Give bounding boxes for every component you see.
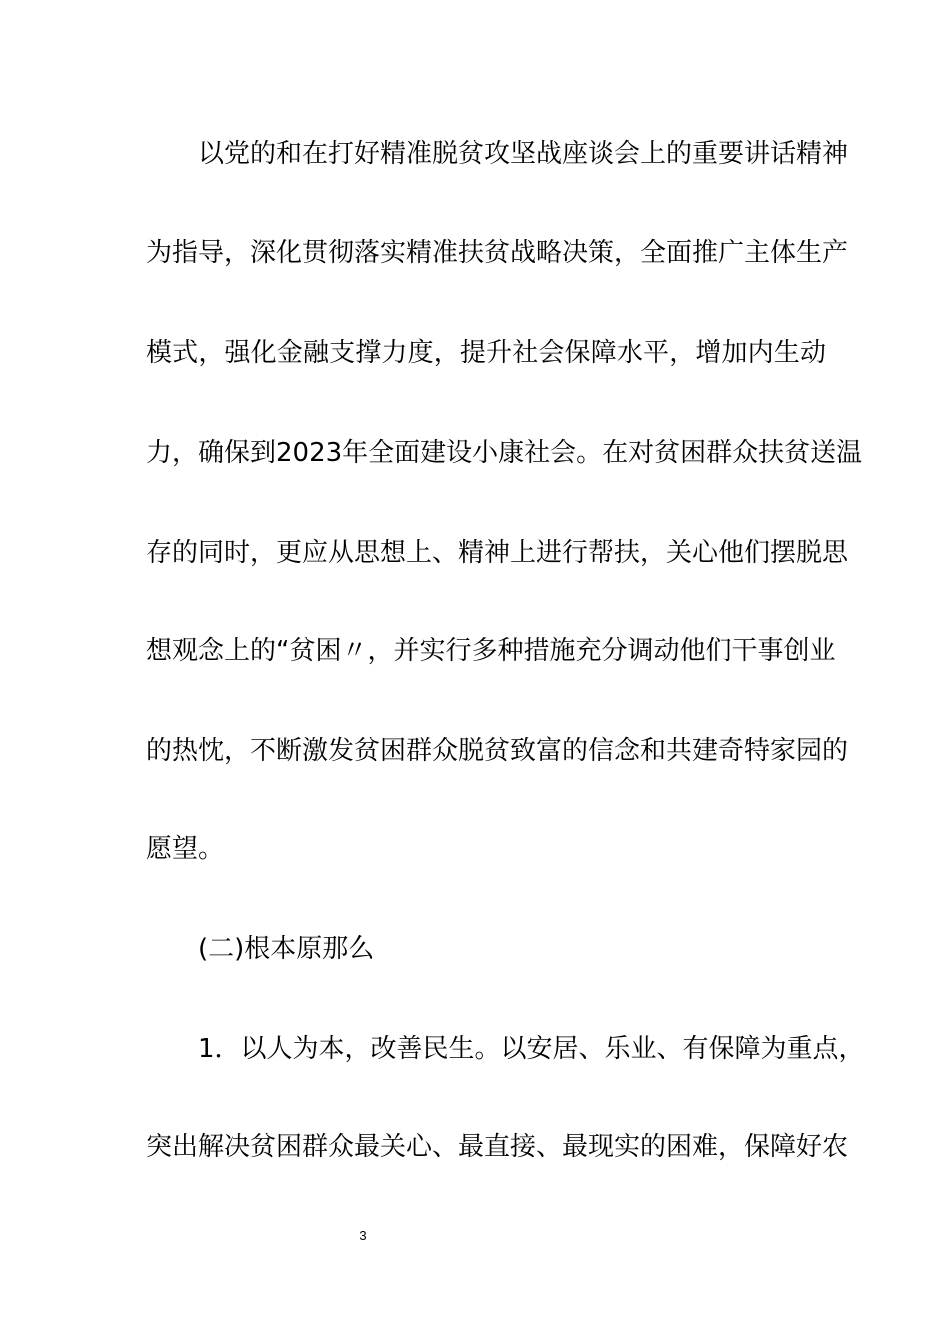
paragraph-line-6: 想观念上的“贫困〃，并实行多种措施充分调动他们干事创业 bbox=[146, 636, 836, 666]
paragraph-line-5: 存的同时，更应从思想上、精神上进行帮扶，关心他们摆脱思 bbox=[146, 538, 849, 568]
paragraph-line-10: 1．以人为本，改善民生。以安居、乐业、有保障为重点， bbox=[198, 1034, 865, 1064]
paragraph-line-11: 突出解决贫困群众最关心、最直接、最现实的困难，保障好农 bbox=[146, 1132, 849, 1162]
section-heading: (二)根本原那么 bbox=[198, 934, 375, 964]
paragraph-line-1: 以党的和在打好精准脱贫攻坚战座谈会上的重要讲话精神 bbox=[198, 139, 849, 169]
paragraph-line-3: 模式，强化金融支撑力度，提升社会保障水平，增加内生动 bbox=[146, 338, 826, 368]
paragraph-line-2: 为指导，深化贯彻落实精准扶贫战略决策，全面推广主体生产 bbox=[146, 238, 849, 268]
paragraph-line-8: 愿望。 bbox=[146, 834, 225, 864]
paragraph-line-7: 的热忱，不断激发贫困群众脱贫致富的信念和共建奇特家园的 bbox=[146, 736, 849, 766]
paragraph-line-4: 力，确保到2023年全面建设小康社会。在对贫困群众扶贫送温 bbox=[146, 438, 863, 468]
page-number: 3 bbox=[359, 1228, 367, 1243]
